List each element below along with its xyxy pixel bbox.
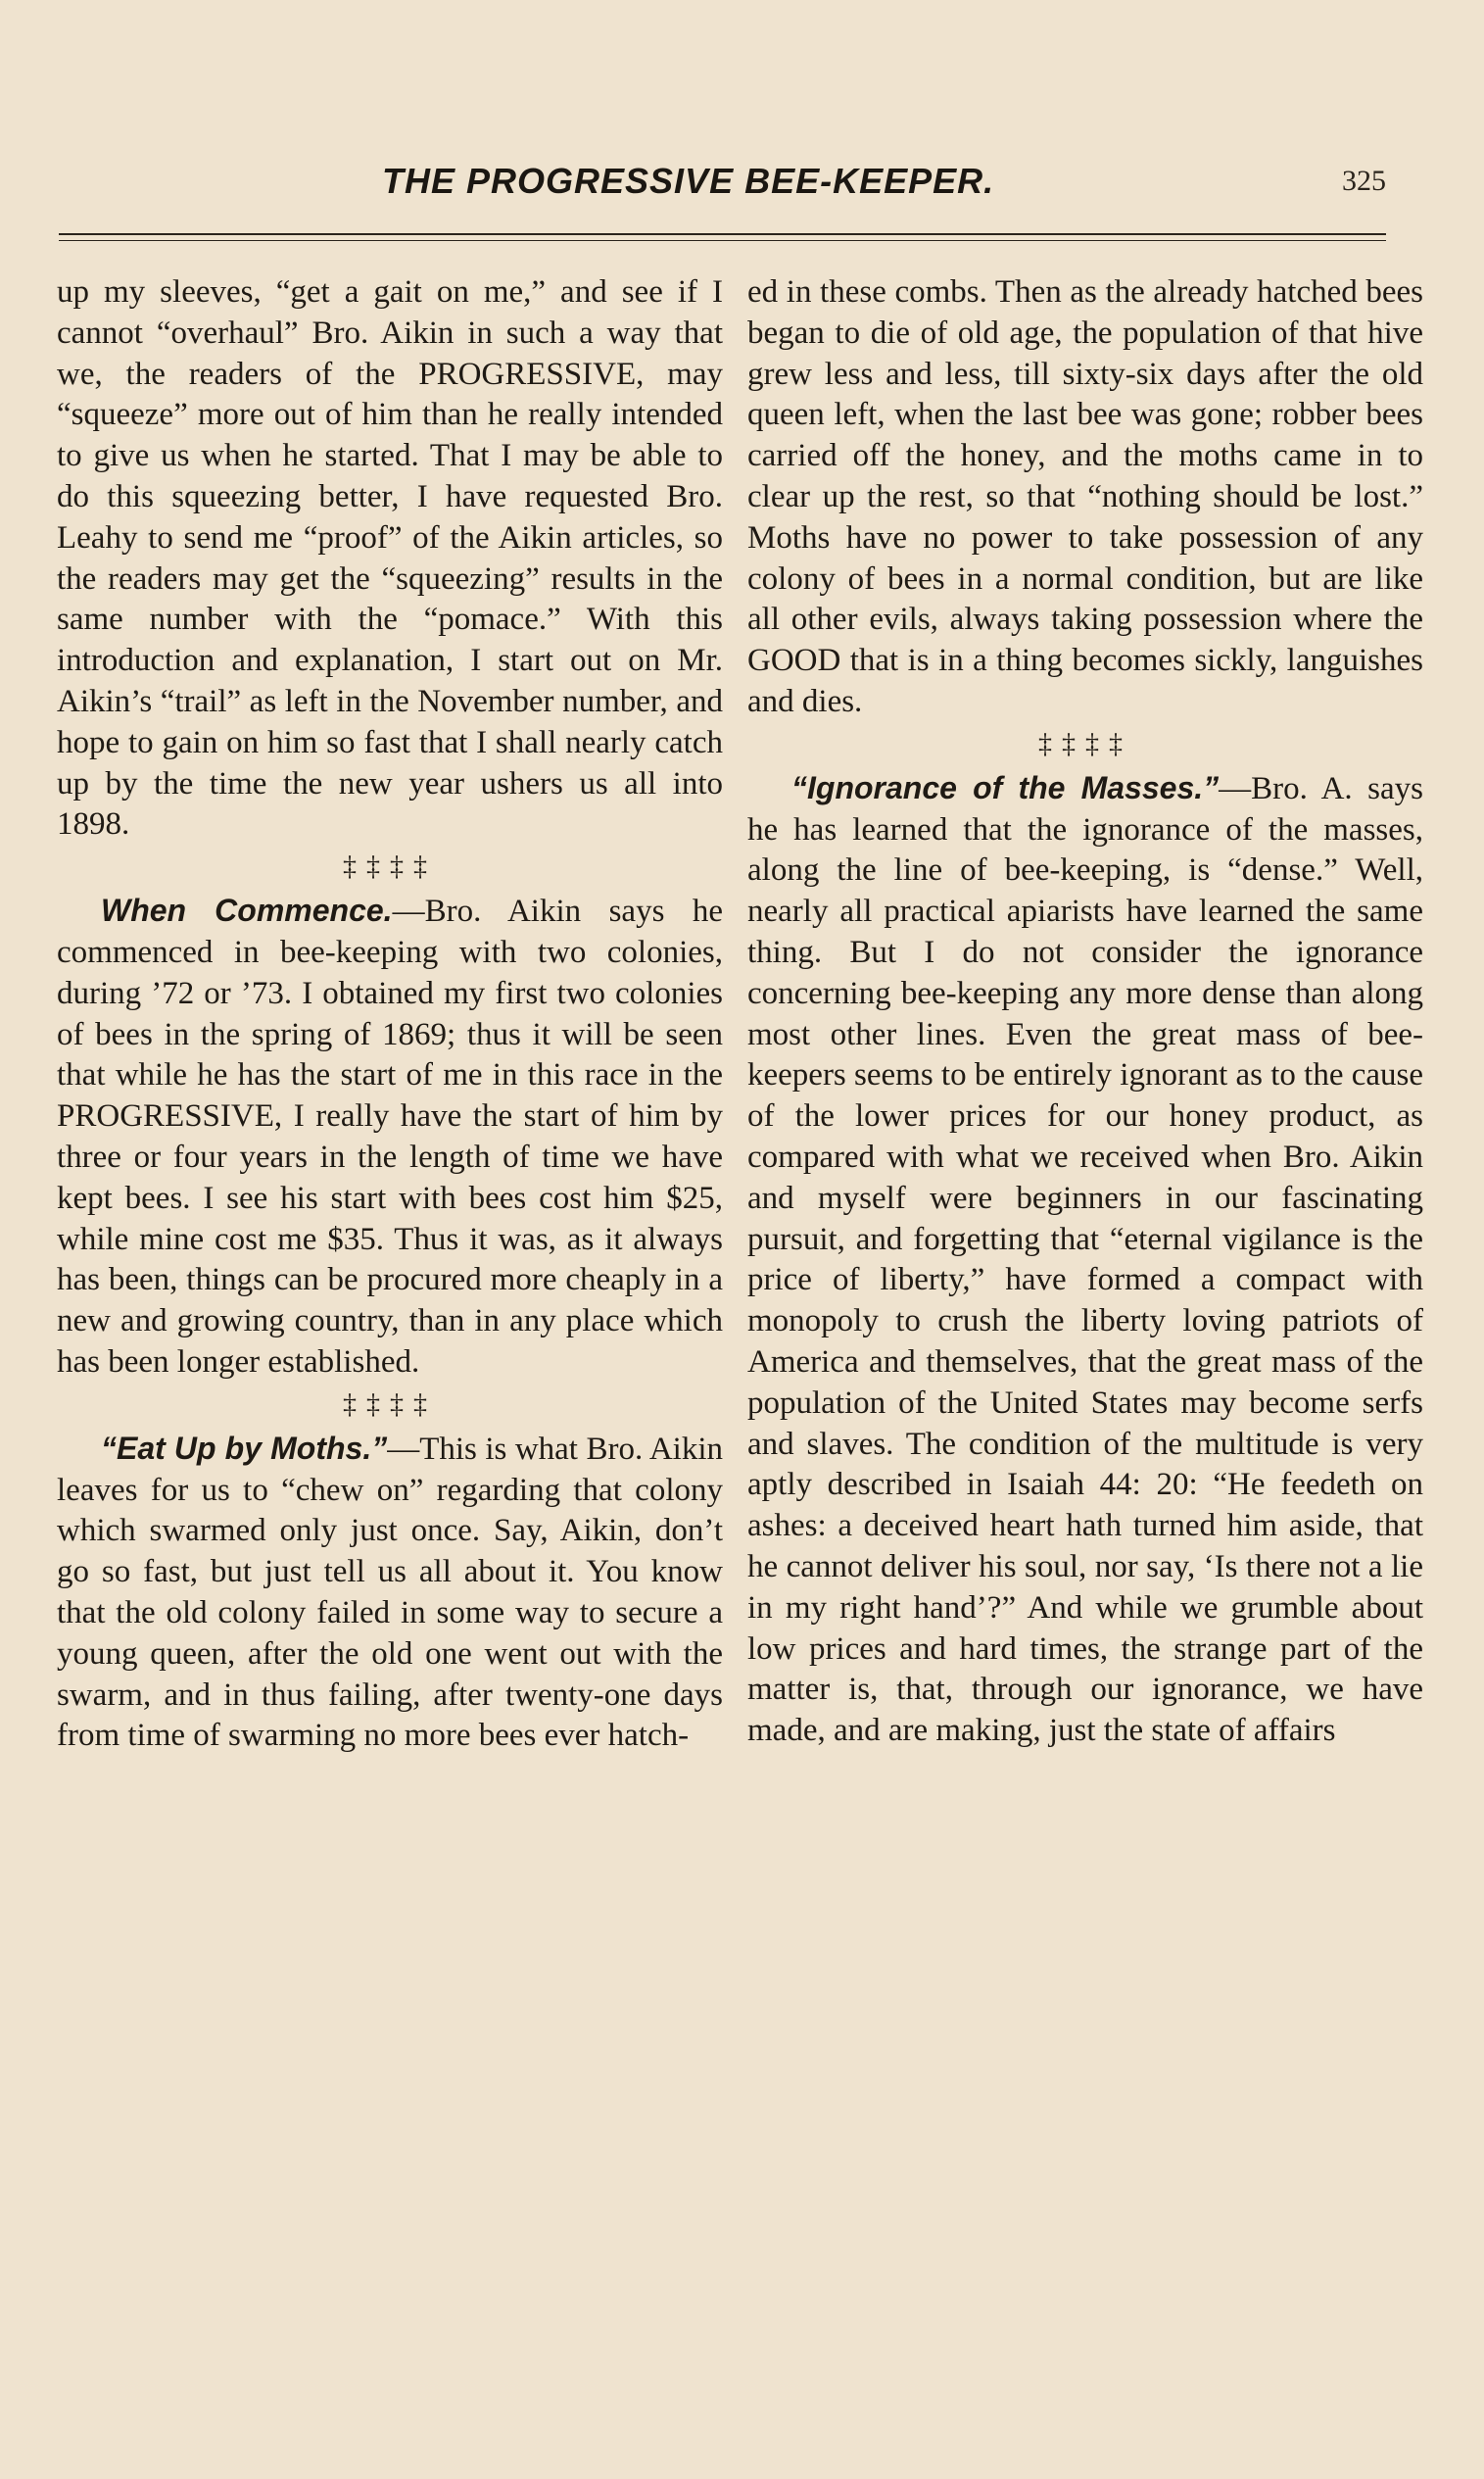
section-body: —Bro. Aikin says he commenced in bee-keeping with two colonies, during ’72 or ’73. I obtained my first two colonies of bees in the spring of 1869; thus it will be seen that while he has the start of me in this race in the PROGRESSIVE, I really have the start of him by three or four years in the length of time we have kept bees. I see his start with bees cost him $25, while mine cost me $35. Thus it was, as it always has been, things can be procured more cheaply in a new and growing country, than in any place which has been longer established. bbox=[57, 894, 724, 1380]
section-separator: ‡‡‡‡ bbox=[343, 851, 437, 883]
intro-paragraph: up my sleeves, “get a gait on me,” and see if I cannot “overhaul” Bro. Aikin in such a way that we, the readers of the PROGRESSIVE, may “squeeze” more out of him than he really intended to give us when he started. That I may be able to do this squeezing better, I have requested Bro. Leahy to send me “proof” of the Aikin articles, so the readers may get the “squeezing” results in the same number with the “pomace.” With this introduction and explanation, I start out on Mr. Aikin’s “trail” as left in the November number, and hope to gain on him so fast that I shall nearly catch up by the time the new year ushers us all into 1898. bbox=[57, 274, 723, 843]
right-column bbox=[747, 272, 1423, 1752]
section-ignorance-of-masses bbox=[747, 768, 1423, 1752]
section-heading: When Commence. bbox=[101, 893, 393, 929]
continued-paragraph: ed in these combs. Then as the already hatched bees began to die of old age, the population of that hive grew less and less, till sixty-six days after the old queen left, when the last bee was gone; robber bees carried off the honey, and the moths came in to clear up the rest, so that “nothing should be lost.” Moths have no power to take possession of any colony of bees in a normal condition, but are like all other evils, always taking possession where the GOOD that is in a thing becomes sickly, languishes and dies. bbox=[747, 274, 1423, 719]
section-heading: “Ignorance of the Masses.” bbox=[791, 769, 1220, 805]
section-separator: ‡‡‡‡ bbox=[343, 1388, 437, 1420]
section-heading: “Eat Up by Moths.” bbox=[101, 1430, 388, 1466]
header-rule bbox=[59, 233, 1386, 235]
left-column bbox=[57, 272, 723, 1757]
section-eat-up-by-moths bbox=[57, 1429, 723, 1757]
section-separator: ‡‡‡‡ bbox=[1038, 728, 1132, 759]
header-rule-thin bbox=[59, 240, 1386, 241]
page-number: 325 bbox=[1342, 165, 1386, 197]
section-when-commence bbox=[57, 891, 723, 1384]
page-header bbox=[59, 155, 1386, 214]
section-body: —This is what Bro. Aikin leaves for us to “chew on” regarding that colony which swarmed only just once. Say, Aikin, don’t go so fast, but just tell us all about it. You know that the old colony failed in some way to secure a young queen, after the old one went out with the swarm, and in thus failing, after twenty-one days from time of swarming no more bees ever hatch- bbox=[57, 1431, 723, 1754]
section-body: —Bro. A. says he has learned that the ignorance of the masses, along the line of bee-keeping, is “dense.” Well, nearly all practical apiarists have learned the same thing. But I do not consider the ignorance concerning bee-keeping any more dense than along most other lines. Even the great mass of bee-keepers seems to be entirely ignorant as to the cause of the lower prices for our honey product, as compared with what we received when Bro. Aikin and myself were beginners in our fascinating pursuit, and forgetting that “eternal vigilance is the price of liberty,” have formed a compact with monopoly to crush the liberty loving patriots of America and themselves, that the great mass of the population of the United States may become serfs and slaves. The condition of the multitude is very aptly described in Isaiah 44: 20: “He feedeth on ashes: a deceived heart hath turned him aside, that he cannot deliver his soul, nor say, ‘Is there not a lie in my right hand’?” And while we grumble about low prices and hard times, the strange part of the matter is, that, through our ignorance, we have made, and are making, just the state of affairs bbox=[747, 770, 1424, 1749]
running-title: THE PROGRESSIVE BEE-KEEPER. bbox=[382, 161, 995, 201]
